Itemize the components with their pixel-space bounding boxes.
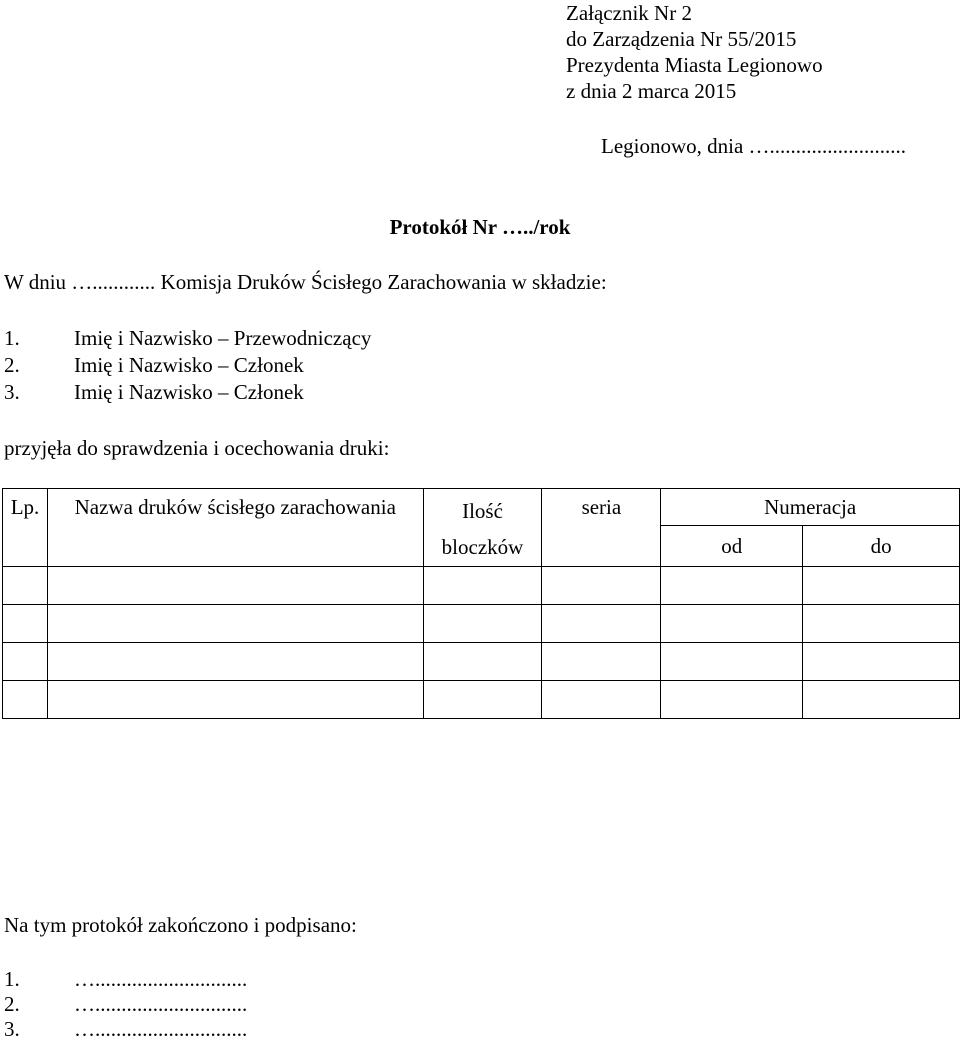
cell-to[interactable]	[803, 681, 960, 719]
member-number: 2.	[4, 353, 20, 377]
signature-item	[4, 1017, 247, 1042]
member-item	[4, 379, 371, 406]
accepted-text: przyjęła do sprawdzenia i ocechowania druki:	[4, 436, 390, 460]
header-lp: Lp.	[3, 489, 48, 567]
member-number: 1.	[4, 326, 20, 350]
signature-number: 3.	[4, 1017, 20, 1041]
table-row	[3, 567, 960, 605]
signature-line: ….............................	[74, 967, 248, 991]
commission-members-list	[4, 325, 371, 406]
signatures-list	[4, 967, 247, 1042]
prints-table	[2, 488, 960, 719]
header-count	[423, 489, 542, 567]
cell-from[interactable]	[661, 681, 803, 719]
cell-name[interactable]	[47, 643, 423, 681]
member-text: Imię i Nazwisko – Członek	[74, 353, 304, 377]
header-to: do	[803, 526, 960, 567]
signature-item	[4, 992, 247, 1017]
member-text: Imię i Nazwisko – Członek	[74, 380, 304, 404]
cell-count[interactable]	[423, 567, 542, 605]
cell-series[interactable]	[542, 643, 661, 681]
cell-lp[interactable]	[3, 605, 48, 643]
cell-series[interactable]	[542, 681, 661, 719]
issuer: Prezydenta Miasta Legionowo	[566, 53, 823, 77]
cell-lp[interactable]	[3, 643, 48, 681]
signature-line: ….............................	[74, 1017, 248, 1041]
cell-from[interactable]	[661, 567, 803, 605]
cell-count[interactable]	[423, 681, 542, 719]
cell-series[interactable]	[542, 605, 661, 643]
cell-count[interactable]	[423, 605, 542, 643]
cell-to[interactable]	[803, 605, 960, 643]
cell-lp[interactable]	[3, 567, 48, 605]
signature-line: ….............................	[74, 992, 248, 1016]
header-name: Nazwa druków ścisłego zarachowania	[47, 489, 423, 567]
place-and-date: Legionowo, dnia …..........................	[601, 134, 907, 158]
attachment-number: Załącznik Nr 2	[566, 1, 692, 25]
signature-item	[4, 967, 247, 992]
signature-number: 1.	[4, 967, 20, 991]
cell-name[interactable]	[47, 567, 423, 605]
member-item	[4, 352, 371, 379]
cell-name[interactable]	[47, 681, 423, 719]
cell-lp[interactable]	[3, 681, 48, 719]
cell-name[interactable]	[47, 605, 423, 643]
cell-to[interactable]	[803, 567, 960, 605]
intro-text: W dniu …............ Komisja Druków Ścisłego Zarachowania w składzie:	[4, 270, 607, 294]
closing-text: Na tym protokół zakończono i podpisano:	[4, 913, 357, 937]
table-row	[3, 643, 960, 681]
header-series: seria	[542, 489, 661, 567]
cell-from[interactable]	[661, 643, 803, 681]
header-count-line1: Ilość	[462, 499, 503, 523]
table-row	[3, 681, 960, 719]
header-from: od	[661, 526, 803, 567]
table-header-row	[3, 489, 960, 526]
header-count-line2: bloczków	[441, 535, 524, 559]
signature-number: 2.	[4, 992, 20, 1016]
attachment-header	[566, 0, 823, 104]
cell-from[interactable]	[661, 605, 803, 643]
protocol-title: Protokół Nr …../rok	[389, 215, 571, 239]
cell-to[interactable]	[803, 643, 960, 681]
regulation-reference: do Zarządzenia Nr 55/2015	[566, 27, 797, 51]
header-numbering: Numeracja	[661, 489, 960, 526]
cell-series[interactable]	[542, 567, 661, 605]
member-text: Imię i Nazwisko – Przewodniczący	[74, 326, 372, 350]
cell-count[interactable]	[423, 643, 542, 681]
member-item	[4, 325, 371, 352]
table-row	[3, 605, 960, 643]
member-number: 3.	[4, 380, 20, 404]
regulation-date: z dnia 2 marca 2015	[566, 79, 737, 103]
